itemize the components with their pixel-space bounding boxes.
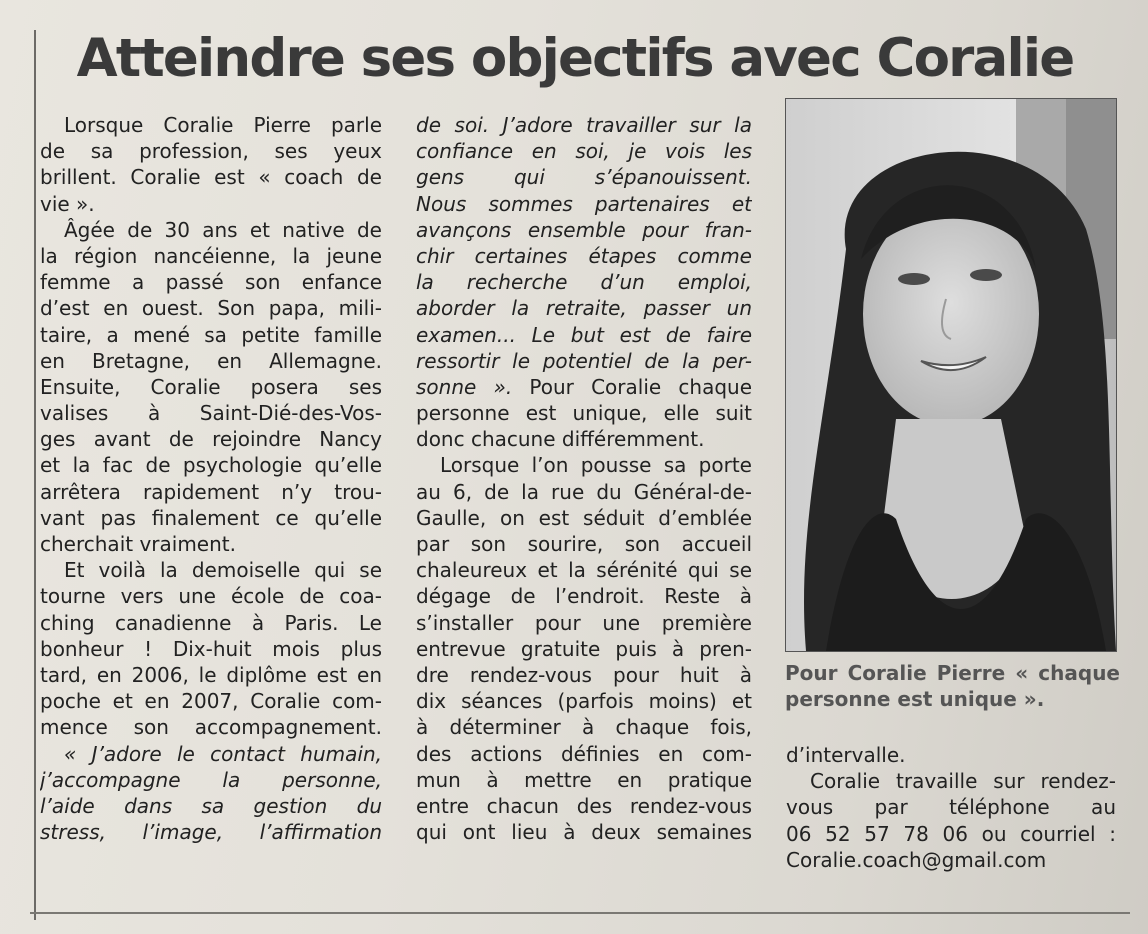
article-line: ges avant de rejoindre Nancy (40, 427, 382, 452)
article-line: à déterminer à chaque fois, (416, 715, 752, 740)
article-line: vie ». (40, 191, 95, 216)
article-line: Coralie.coach@gmail.com (786, 847, 1047, 872)
article-headline: Atteindre ses objectifs avec Coralie (76, 28, 1074, 89)
article-line: entrevue gratuite puis à pren- (416, 636, 752, 661)
article-line: chir certaines étapes comme (416, 243, 752, 268)
article-line: ressortir le potentiel de la per- (416, 348, 752, 373)
article-line: Lorsque Coralie Pierre parle (64, 113, 382, 137)
portrait-photo (785, 98, 1117, 652)
article-line: cherchait vraiment. (40, 532, 236, 556)
article-line: arrêtera rapidement n’y trou- (40, 479, 382, 504)
article-line: donc chacune différemment. (416, 427, 705, 452)
article-line: qui ont lieu à deux semaines (416, 820, 752, 845)
article-line: personne est unique, elle suit (416, 401, 752, 426)
caption-line: Pour Coralie Pierre « chaque (785, 661, 1120, 685)
article-line: s’installer pour une première (416, 610, 752, 635)
article-line: de soi. J’adore travailler sur la (416, 113, 752, 137)
article-line: la recherche d’un emploi, (416, 270, 752, 295)
article-line: par son sourire, son accueil (416, 532, 752, 556)
article-line: l’aide dans sa gestion du (40, 793, 382, 818)
article-line: examen... Le but est de faire (416, 322, 752, 347)
article-line: ching canadienne à Paris. Le (40, 610, 382, 635)
article-column-1 (40, 112, 382, 845)
article-line: taire, a mené sa petite famille (40, 322, 382, 347)
article-line: vant pas finalement ce qu’elle (40, 505, 382, 530)
article-line: Gaulle, on est séduit d’emblée (416, 505, 752, 530)
article-line: des actions définies en com- (416, 741, 752, 766)
article-line: sonne ». Pour Coralie chaque (416, 374, 752, 399)
article-line: d’intervalle. (786, 743, 906, 767)
bottom-rule (30, 912, 1130, 914)
article-line: Et voilà la demoiselle qui se (64, 558, 382, 583)
article-line: au 6, de la rue du Général-de- (416, 479, 752, 504)
article-line: mun à mettre en pratique (416, 767, 752, 792)
article-line: 06 52 57 78 06 ou courriel : (786, 821, 1116, 846)
article-line: la région nancéienne, la jeune (40, 243, 382, 268)
article-column-2 (416, 112, 752, 845)
article-line: Coralie travaille sur rendez- (810, 769, 1116, 794)
article-line: tard, en 2006, le diplôme est en (40, 662, 382, 687)
article-line: femme a passé son enfance (40, 270, 382, 295)
article-line: en Bretagne, en Allemagne. (40, 348, 382, 373)
article-line: j’accompagne la personne, (40, 767, 382, 792)
article-line: mence son accompagnement. (40, 715, 382, 740)
article-line: vous par téléphone au (786, 795, 1116, 820)
article-line: valises à Saint-Dié-des-Vos- (40, 401, 382, 426)
article-line: Nous sommes partenaires et (416, 191, 752, 216)
caption-line: personne est unique ». (785, 687, 1045, 712)
article-line: aborder la retraite, passer un (416, 296, 752, 321)
photo-caption (785, 660, 1120, 712)
article-line: Âgée de 30 ans et native de (64, 217, 382, 242)
article-line: tourne vers une école de coa- (40, 584, 382, 609)
article-line: Ensuite, Coralie posera ses (40, 374, 382, 399)
article-line: gens qui s’épanouissent. (416, 165, 752, 190)
article-line: d’est en ouest. Son papa, mili- (40, 296, 382, 321)
article-line: bonheur ! Dix-huit mois plus (40, 636, 382, 661)
article-line: de sa profession, ses yeux (40, 139, 382, 164)
article-line: « J’adore le contact humain, (64, 741, 382, 766)
article-line: avançons ensemble pour fran- (416, 217, 752, 242)
article-line: dégage de l’endroit. Reste à (416, 584, 752, 609)
article-line: Lorsque l’on pousse sa porte (440, 453, 752, 478)
article-line: poche et en 2007, Coralie com- (40, 689, 382, 714)
article-column-3 (786, 742, 1116, 873)
column-rule (34, 30, 36, 920)
article-line: et la fac de psychologie qu’elle (40, 453, 382, 478)
article-line: entre chacun des rendez-vous (416, 793, 752, 818)
article-line: confiance en soi, je vois les (416, 139, 752, 164)
article-line: brillent. Coralie est « coach de (40, 165, 382, 190)
article-line: stress, l’image, l’affirmation (40, 820, 382, 845)
article-line: dre rendez-vous pour huit à (416, 662, 752, 687)
article-line: chaleureux et la sérénité qui se (416, 558, 752, 583)
article-line: dix séances (parfois moins) et (416, 689, 752, 714)
